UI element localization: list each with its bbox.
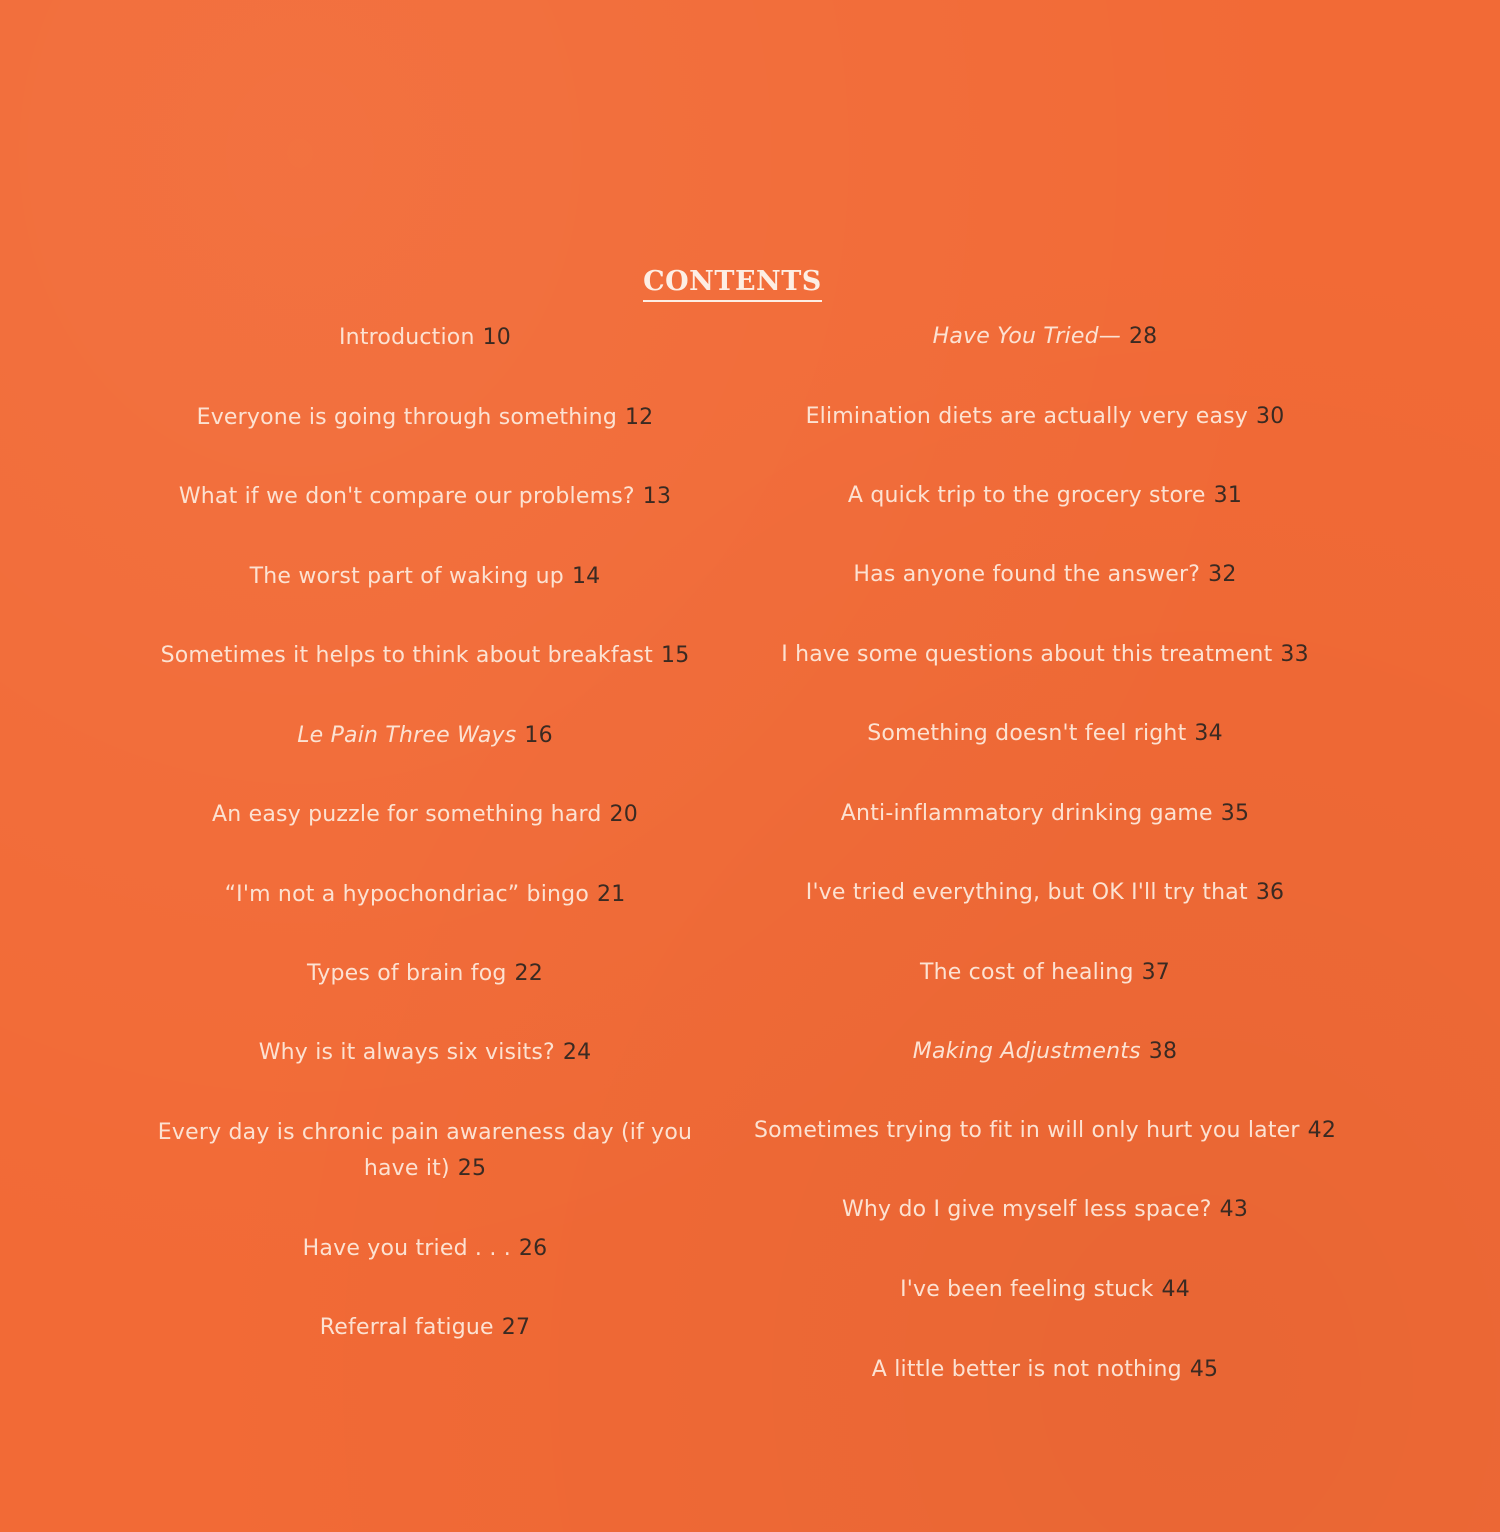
toc-entry-title: The worst part of waking up	[249, 564, 564, 589]
toc-entry-page: 42	[1307, 1118, 1337, 1143]
toc-entry-title: What if we don't compare our problems?	[178, 484, 635, 509]
toc-entry-title: I've been feeling stuck	[900, 1277, 1154, 1302]
toc-entry	[745, 637, 1345, 673]
toc-entry	[130, 1115, 720, 1187]
toc-entry-title: I have some questions about this treatment	[781, 642, 1273, 667]
toc-entry	[745, 399, 1345, 435]
toc-entry-title: Have You Tried—	[932, 324, 1121, 349]
toc-entry	[130, 400, 720, 436]
toc-entry-page: 37	[1141, 960, 1171, 985]
toc-entry	[745, 319, 1345, 355]
toc-entry-title: Everyone is going through something	[196, 405, 617, 430]
toc-entry-page: 38	[1148, 1039, 1178, 1064]
toc-entry-page: 27	[501, 1315, 531, 1340]
toc-entry	[130, 559, 720, 595]
toc-entry-page: 33	[1280, 642, 1309, 667]
toc-entry-page: 16	[524, 723, 553, 748]
toc-entry-title: Types of brain fog	[307, 961, 507, 986]
toc-entry	[745, 1352, 1345, 1388]
toc-entry-page: 44	[1161, 1277, 1190, 1302]
toc-entry-page: 43	[1219, 1197, 1249, 1222]
toc-entry-title: A little better is not nothing	[871, 1357, 1182, 1382]
toc-entry	[130, 638, 720, 674]
toc-entry	[745, 557, 1345, 593]
toc-entry-title: Why is it always six visits?	[258, 1040, 555, 1065]
toc-entry-page: 36	[1255, 880, 1285, 905]
toc-entry	[130, 956, 720, 992]
toc-entry-title: Something doesn't feel right	[867, 721, 1187, 746]
toc-entry-title: Referral fatigue	[319, 1315, 494, 1340]
toc-entry	[745, 716, 1345, 752]
toc-entry-title: Sometimes trying to fit in will only hurt you later	[753, 1118, 1300, 1143]
toc-entry-page: 15	[661, 643, 690, 668]
toc-entry	[130, 718, 720, 754]
toc-entry-title: A quick trip to the grocery store	[847, 483, 1206, 508]
toc-entry-page: 32	[1208, 562, 1237, 587]
toc-entry	[130, 479, 720, 515]
toc-entry-page: 45	[1189, 1357, 1219, 1382]
toc-entry	[130, 1035, 720, 1071]
toc-entry-title: Every day is chronic pain awareness day (if you have it)	[157, 1120, 693, 1181]
toc-entry	[745, 875, 1345, 911]
toc-entry	[745, 1272, 1345, 1308]
toc-entry	[130, 320, 720, 356]
toc-entry-page: 26	[518, 1236, 548, 1261]
toc-entry-page: 25	[457, 1156, 487, 1181]
toc-entry-page: 13	[642, 484, 672, 509]
contents-column-left	[130, 0, 720, 1532]
toc-entry	[745, 1113, 1345, 1149]
toc-entry-title: Making Adjustments	[912, 1039, 1141, 1064]
toc-entry-page: 30	[1256, 404, 1285, 429]
toc-entry-title: Have you tried . . .	[302, 1236, 511, 1261]
toc-entry-page: 31	[1213, 483, 1243, 508]
toc-entry-page: 20	[609, 802, 638, 827]
toc-entry-page: 28	[1128, 324, 1158, 349]
toc-entry-page: 10	[482, 325, 512, 350]
toc-entry	[130, 1310, 720, 1346]
toc-entry-title: “I'm not a hypochondriac” bingo	[224, 882, 589, 907]
toc-entry	[745, 955, 1345, 991]
toc-entry	[745, 1034, 1345, 1070]
contents-column-right	[745, 0, 1345, 1532]
toc-entry-title: Le Pain Three Ways	[297, 723, 517, 748]
toc-entry-page: 21	[597, 882, 626, 907]
toc-entry-page: 12	[624, 405, 654, 430]
toc-entry	[745, 796, 1345, 832]
toc-entry-page: 35	[1220, 801, 1250, 826]
toc-entry	[130, 797, 720, 833]
toc-entry-title: Sometimes it helps to think about breakfast	[160, 643, 653, 668]
toc-entry-title: An easy puzzle for something hard	[212, 802, 602, 827]
toc-entry-page: 34	[1194, 721, 1223, 746]
toc-entry-title: The cost of healing	[919, 960, 1134, 985]
toc-entry-title: Introduction	[338, 325, 475, 350]
toc-entry-title: Anti-inflammatory drinking game	[840, 801, 1213, 826]
toc-entry-page: 14	[571, 564, 601, 589]
contents-heading-text: CONTENTS	[643, 266, 822, 302]
toc-entry-page: 24	[562, 1040, 592, 1065]
toc-entry	[130, 877, 720, 913]
toc-entry-title: Why do I give myself less space?	[841, 1197, 1212, 1222]
toc-entry-title: I've tried everything, but OK I'll try that	[805, 880, 1248, 905]
toc-entry	[130, 1231, 720, 1267]
toc-entry	[745, 478, 1345, 514]
toc-entry	[745, 1192, 1345, 1228]
toc-entry-title: Has anyone found the answer?	[853, 562, 1201, 587]
toc-entry-page: 22	[514, 961, 543, 986]
toc-entry-title: Elimination diets are actually very easy	[805, 404, 1249, 429]
